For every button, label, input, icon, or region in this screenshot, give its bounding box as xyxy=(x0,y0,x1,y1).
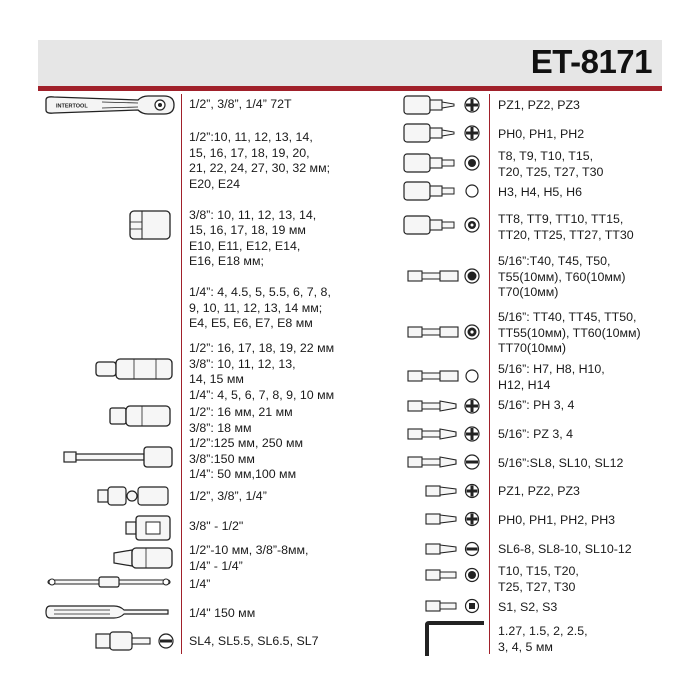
phillips-bit-icon xyxy=(406,396,484,416)
tamper-torx-bit-icon xyxy=(406,322,484,342)
adapter-icon xyxy=(124,514,172,542)
slotted-short-bit-label: SL6-8, SL8-10, SL10-12 xyxy=(498,542,632,556)
header-underline xyxy=(38,86,662,91)
header-bar xyxy=(38,40,662,86)
phillips-bit-socket-icon xyxy=(402,122,484,144)
adapter-label: 3/8" - 1/2" xyxy=(189,519,244,533)
spline-short-bit-icon xyxy=(424,597,484,615)
tamper-torx-bit-socket-icon xyxy=(402,214,484,236)
phillips-short-bit-icon xyxy=(424,510,484,528)
extension-bar-label: 1/2”:125 мм, 250 мм 3/8”:150 мм 1/4”: 50 мм,100 мм xyxy=(189,436,303,481)
pozidriv-bit-label: 5/16”: PZ 3, 4 xyxy=(498,427,574,441)
extension-bar-icon xyxy=(62,444,174,470)
deep-socket-icon xyxy=(94,357,174,381)
torx-bit-socket-label: T8, T9, T10, T15, T20, T25, T27, T30 xyxy=(498,149,604,179)
socket-icon xyxy=(128,208,172,242)
slotted-short-bit-icon xyxy=(424,540,484,558)
tamper-torx-bit-socket-label: TT8, TT9, TT10, TT15, TT20, TT25, TT27, TT30 xyxy=(498,212,634,242)
pozidriv-bit-icon xyxy=(406,424,484,444)
pozidriv-bit-socket-label: PZ1, PZ2, PZ3 xyxy=(498,98,580,112)
ratchet-label: 1/2”, 3/8”, 1/4” 72T xyxy=(189,97,292,111)
slotted-bit-socket-label: SL4, SL5.5, SL6.5, SL7 xyxy=(189,634,319,648)
phillips-bit-label: 5/16”: PH 3, 4 xyxy=(498,398,575,412)
spline-short-bit-label: S1, S2, S3 xyxy=(498,600,558,614)
hex-key-icon xyxy=(424,620,488,658)
hex-bit-socket-icon xyxy=(402,180,484,202)
left-divider xyxy=(181,94,182,654)
pozidriv-bit-socket-icon xyxy=(402,94,484,116)
hex-bit-icon xyxy=(406,366,484,386)
torx-short-bit-label: T10, T15, T20, T25, T27, T30 xyxy=(498,564,579,594)
spark-plug-socket-label: 1/2”: 16 мм, 21 мм 3/8”: 18 мм xyxy=(189,405,293,435)
tamper-torx-bit-label: 5/16”: TT40, TT45, TT50, TT55(10мм), TT60(10мм) TT70(10мм) xyxy=(498,310,641,355)
spinner-handle-icon xyxy=(44,602,174,622)
pozidriv-short-bit-label: PZ1, PZ2, PZ3 xyxy=(498,484,580,498)
deep-socket-label: 1/2”: 16, 17, 18, 19, 22 мм 3/8”: 10, 11, 12, 13, 14, 15 мм 1/4”: 4, 5, 6, 7, 8, 9, 10 мм xyxy=(189,341,335,402)
phillips-bit-socket-label: PH0, PH1, PH2 xyxy=(498,127,585,141)
slotted-bit-icon xyxy=(406,452,484,472)
pozidriv-short-bit-icon xyxy=(424,482,484,500)
t-bar-label: 1/4” xyxy=(189,577,211,591)
spark-plug-socket-icon xyxy=(108,404,172,428)
hex-bit-label: 5/16”: H7, H8, H10, H12, H14 xyxy=(498,362,605,392)
hex-bit-socket-label: H3, H4, H5, H6 xyxy=(498,185,583,199)
torx-bit-socket-icon xyxy=(402,152,484,174)
slotted-bit-label: 5/16”:SL8, SL10, SL12 xyxy=(498,456,624,470)
hex-key-label: 1.27, 1.5, 2, 2.5, 3, 4, 5 мм xyxy=(498,624,588,654)
bit-adapter-icon xyxy=(112,546,174,570)
t-bar-icon xyxy=(44,574,174,590)
model-title: ET-8171 xyxy=(530,43,652,80)
ratchet-icon xyxy=(42,94,176,116)
spinner-handle-label: 1/4" 150 мм xyxy=(189,606,256,620)
universal-joint-icon xyxy=(96,484,172,508)
bit-adapter-label: 1/2”-10 мм, 3/8”-8мм, 1/4” - 1/4” xyxy=(189,543,309,573)
socket-label: 1/2”:10, 11, 12, 13, 14, 15, 16, 17, 18, 19, 20, 21, 22, 24, 27, 30, 32 мм; E20, E24 3/8”: 10, 11, 12, 13, 14, 15, 16, 17, 18, 19 мм E10, E11, E12, E14, E16, E18 мм; 1/4”: 4, 4.5, 5, 5.5, 6, 7, 8, 9, 10, 11, 12, 13, 14 мм; E4, E5, E6, E7, E8 мм xyxy=(189,130,331,330)
ratchet-brand: INTERTOOL xyxy=(56,103,88,110)
phillips-short-bit-label: PH0, PH1, PH2, PH3 xyxy=(498,513,616,527)
torx-short-bit-icon xyxy=(424,566,484,584)
torx-bit-label: 5/16”:T40, T45, T50, T55(10мм), T60(10мм) T70(10мм) xyxy=(498,254,626,299)
right-divider xyxy=(489,94,490,654)
torx-bit-icon xyxy=(406,266,484,286)
universal-joint-label: 1/2”, 3/8”, 1/4” xyxy=(189,489,267,503)
slotted-bit-socket-icon xyxy=(94,630,178,652)
